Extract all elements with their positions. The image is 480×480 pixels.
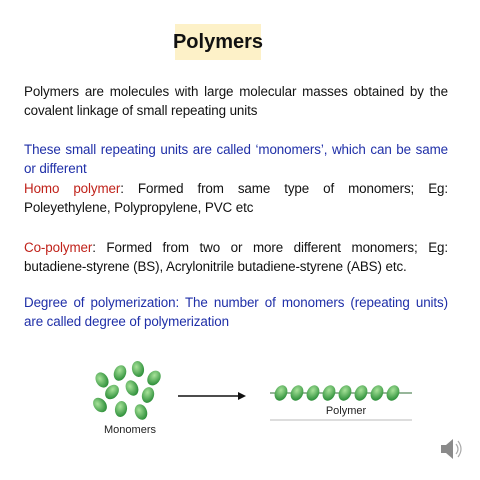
polymer-bead xyxy=(336,383,354,403)
monomer xyxy=(123,378,141,398)
polymer-bead xyxy=(368,383,386,403)
monomer xyxy=(114,400,129,418)
homo-polymer-paragraph xyxy=(24,179,448,217)
monomers-paragraph: These small repeating units are called ‘monomers’, which can be same or different xyxy=(24,142,448,176)
monomer-cluster xyxy=(90,360,163,421)
polymer-bead xyxy=(320,383,338,403)
co-polymer-term: Co-polymer xyxy=(24,240,93,255)
monomer xyxy=(93,370,111,390)
homo-polymer-term: Homo polymer xyxy=(24,181,121,196)
homo-polymer-definition: : Formed from same type of monomers; Eg: Poleyethylene, Polypropylene, PVC etc xyxy=(24,181,448,215)
polymer-label: Polymer xyxy=(325,405,367,417)
speaker-icon[interactable] xyxy=(441,439,461,459)
monomer xyxy=(133,402,150,421)
intro-paragraph: Polymers are molecules with large molecular masses obtained by the covalent linkage of small repeating units xyxy=(24,84,448,118)
monomers-label: Monomers xyxy=(104,424,156,436)
polymer-bead xyxy=(272,383,290,403)
monomer xyxy=(144,368,163,388)
co-polymer-definition: : Formed from two or more different monomers; Eg: butadiene-styrene (BS), Acrylonitrile butadiene-styrene (ABS) etc. xyxy=(24,240,448,274)
degree-paragraph: Degree of polymerization: The number of monomers (repeating units) are called degree of polymerization xyxy=(24,295,448,329)
polymer-bead xyxy=(288,383,306,403)
monomer xyxy=(131,360,146,378)
monomer xyxy=(112,363,129,382)
polymerization-diagram xyxy=(0,350,480,480)
polymer-bead xyxy=(304,383,322,403)
co-polymer-paragraph xyxy=(24,238,448,276)
reaction-arrow xyxy=(178,392,246,400)
polymer-bead xyxy=(384,383,402,403)
page-title: Polymers xyxy=(175,24,261,60)
monomer xyxy=(140,386,156,405)
polymer-bead xyxy=(352,383,370,403)
